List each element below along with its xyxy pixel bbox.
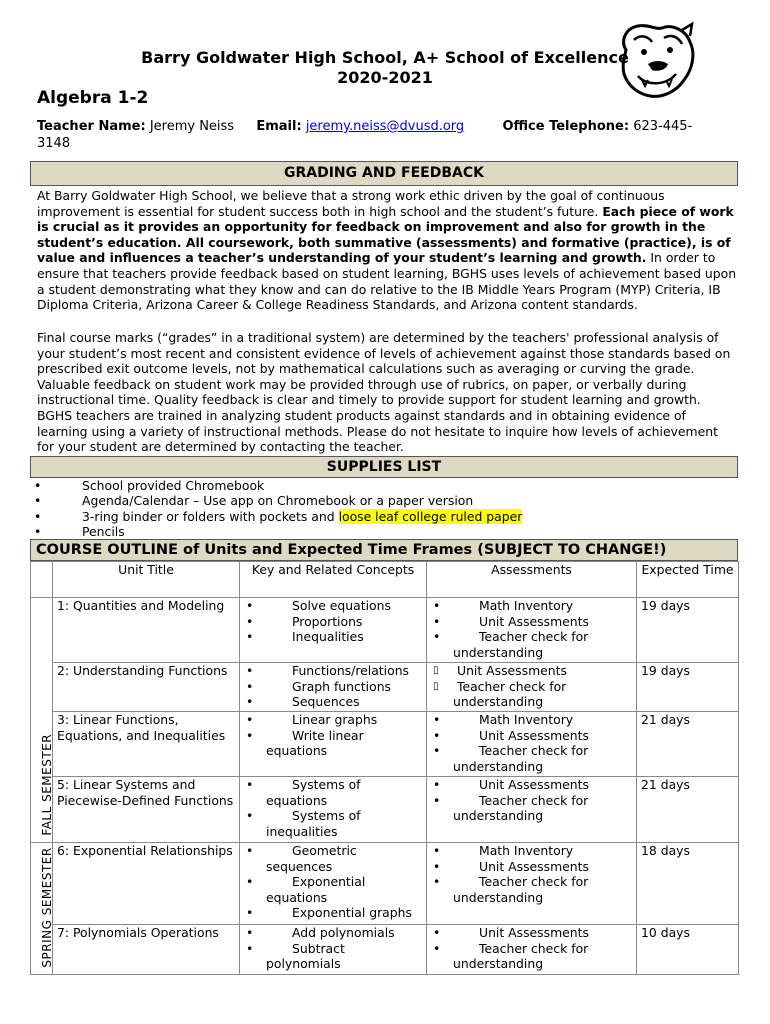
assessment-item xyxy=(431,925,632,941)
expected-time: 19 days xyxy=(637,598,739,663)
assessments-cell xyxy=(427,598,637,663)
grading-p1-intro: At Barry Goldwater High School, we believe that a strong work ethic driven by the goal of continuous improvement is essential for student success both in high school and the student’s future. xyxy=(37,188,665,219)
assessments-list xyxy=(431,925,632,972)
assessment-text: Unit Assessments xyxy=(479,925,589,940)
assessments-list xyxy=(431,843,632,905)
table-row xyxy=(31,843,739,925)
assessment-item xyxy=(431,728,632,744)
table-row xyxy=(31,712,739,777)
supply-item-text: 3-ring binder or folders with pockets and xyxy=(82,508,339,524)
table-header-row xyxy=(31,562,739,598)
concepts-list xyxy=(244,925,422,972)
unit-title: 5: Linear Systems and Piecewise-Defined Functions xyxy=(53,777,240,843)
unit-title: 2: Understanding Functions xyxy=(53,663,240,712)
concept-item xyxy=(244,941,422,972)
assessments-list xyxy=(431,777,632,824)
table-row xyxy=(31,925,739,975)
assessment-text: Unit Assessments xyxy=(457,663,567,678)
assessment-item xyxy=(431,777,632,793)
concept-text: Functions/relations xyxy=(292,663,410,678)
supply-highlight: loose leaf college ruled paper xyxy=(338,508,523,524)
assessment-text: Unit Assessments xyxy=(479,858,589,874)
concept-item xyxy=(244,843,422,874)
fall-semester-label: FALL SEMESTER xyxy=(40,734,55,836)
assessments-cell xyxy=(427,663,637,712)
supply-item xyxy=(32,509,522,524)
column-header: Unit Title xyxy=(53,562,240,598)
expected-time: 18 days xyxy=(637,843,739,925)
concepts-cell xyxy=(240,777,427,843)
semester-header xyxy=(31,562,53,598)
assessment-text: Math Inventory xyxy=(479,712,574,727)
expected-time: 21 days xyxy=(637,712,739,777)
concept-item xyxy=(244,712,422,728)
concepts-cell xyxy=(240,712,427,777)
column-header: Expected Time xyxy=(637,562,739,598)
concepts-cell xyxy=(240,663,427,712)
concept-item xyxy=(244,728,422,759)
assessment-item xyxy=(431,679,632,710)
concept-item xyxy=(244,598,422,614)
supply-item: • Agenda/Calendar – Use app on Chromebook or a paper version xyxy=(32,493,522,508)
assessment-item xyxy=(431,859,632,875)
grading-paragraph-2: Final course marks (“grades” in a traditional system) are determined by the teachers' professional analysis of your student’s most recent and consistent evidence of levels of achievement against those standards based on prescribed exit outcome levels, not by mathematical calculations such as averaging or curving the grade. Valuable feedback on student work may be provided through use of rubrics, on paper, or verbally during instructional time. Quality feedback is clear and timely to provide support for student learning and growth. BGHS teachers are trained in analyzing student products against standards and in obtaining evidence of learning using a variety of instructional methods. Please do not hesitate to inquire how levels of achievement for your student are determined by contacting the teacher. xyxy=(37,330,731,455)
supply-item: • School provided Chromebook xyxy=(32,478,522,493)
teacher-label: Teacher Name: xyxy=(37,119,146,134)
concept-text: Systems of equations xyxy=(266,777,361,808)
phone-number-cont: 3148 xyxy=(37,136,71,151)
assessment-item xyxy=(431,629,632,660)
email-link[interactable]: jeremy.neiss@dvusd.org xyxy=(305,119,465,134)
assessment-item xyxy=(431,941,632,972)
assessment-text: Teacher check for understanding xyxy=(453,629,589,660)
concepts-list xyxy=(244,843,422,921)
expected-time: 10 days xyxy=(637,925,739,975)
unit-title: 7: Polynomials Operations xyxy=(53,925,240,975)
unit-title: 6: Exponential Relationships xyxy=(53,843,240,925)
grading-p1-bold: Each piece of work is crucial as it provides an opportunity for feedback on improvement and also for growth in the student’s education. All coursework, both summative (assessments) and formative (practice), is of value and influences a teacher’s understanding of your student’s learning and growth. xyxy=(37,203,734,266)
concept-text: Add polynomials xyxy=(292,925,395,940)
concept-text: Geometric sequences xyxy=(266,843,357,874)
concept-item xyxy=(244,925,422,941)
concept-text: Systems of inequalities xyxy=(266,808,361,839)
assessment-item xyxy=(431,874,632,905)
concepts-cell xyxy=(240,598,427,663)
phone-number: 623-445- xyxy=(633,119,693,134)
column-header: Key and Related Concepts xyxy=(240,562,427,598)
concept-item xyxy=(244,874,422,905)
assessments-list xyxy=(431,598,632,660)
assessment-text: Teacher check for understanding xyxy=(453,874,589,905)
grading-paragraph-1 xyxy=(37,188,737,313)
concept-item xyxy=(244,663,422,679)
assessment-text: Unit Assessments xyxy=(479,727,589,743)
assessment-item xyxy=(431,712,632,728)
assessment-text: Teacher check for understanding xyxy=(453,678,567,710)
unit-title: 3: Linear Functions, Equations, and Inequalities xyxy=(53,712,240,777)
assessment-item xyxy=(431,743,632,774)
assessments-cell xyxy=(427,712,637,777)
school-year: 2020-2021 xyxy=(337,68,433,87)
assessments-cell xyxy=(427,925,637,975)
assessment-text: Teacher check for understanding xyxy=(453,743,589,774)
concept-item xyxy=(244,808,422,839)
course-title: Algebra 1-2 xyxy=(37,88,149,108)
concepts-cell xyxy=(240,925,427,975)
email-label: Email: xyxy=(256,119,302,134)
grading-heading: GRADING AND FEEDBACK xyxy=(30,161,738,186)
concept-text: Exponential graphs xyxy=(292,905,412,921)
concept-text: Solve equations xyxy=(292,598,391,613)
assessment-text: Unit Assessments xyxy=(479,777,589,792)
supplies-list xyxy=(32,478,522,539)
concepts-list xyxy=(244,598,422,645)
supply-item: • Pencils xyxy=(32,524,522,539)
assessment-text: Teacher check for understanding xyxy=(453,940,589,972)
table-row xyxy=(31,663,739,712)
expected-time: 19 days xyxy=(637,663,739,712)
assessment-text: Math Inventory xyxy=(479,598,574,613)
assessments-list xyxy=(431,663,632,710)
concept-text: Graph functions xyxy=(292,678,392,694)
concept-item xyxy=(244,679,422,695)
spring-semester-cell xyxy=(31,843,53,975)
concept-text: Exponential equations xyxy=(266,874,366,905)
assessments-cell xyxy=(427,777,637,843)
concept-item xyxy=(244,614,422,630)
concept-item xyxy=(244,629,422,645)
concept-text: Proportions xyxy=(292,613,363,629)
assessments-list xyxy=(431,712,632,774)
concept-text: Write linear equations xyxy=(266,727,364,759)
assessment-text: Math Inventory xyxy=(479,843,574,858)
table-row xyxy=(31,598,739,663)
grading-p1-rest: In order to ensure that teachers provide feedback based on student learning, BGHS uses levels of achievement based upon a student demonstrating what they know and can do relative to the IB Middle Years Program (MYP) Criteria, IB Diploma Criteria, Arizona Career & College Readiness Standards, and Arizona content standards. xyxy=(37,250,737,313)
spring-semester-label: SPRING SEMESTER xyxy=(40,847,55,968)
concepts-list xyxy=(244,663,422,710)
course-outline-table xyxy=(30,561,739,975)
assessment-item xyxy=(431,843,632,859)
concept-item xyxy=(244,777,422,808)
concepts-list xyxy=(244,777,422,839)
concept-text: Sequences xyxy=(292,694,360,710)
unit-title: 1: Quantities and Modeling xyxy=(53,598,240,663)
school-title: Barry Goldwater High School, A+ School of Excellence xyxy=(141,48,629,67)
column-header: Assessments xyxy=(427,562,637,598)
teacher-name: Jeremy Neiss xyxy=(149,119,235,134)
concept-text: Linear graphs xyxy=(292,712,378,727)
concept-item xyxy=(244,694,422,710)
expected-time: 21 days xyxy=(637,777,739,843)
outline-heading: COURSE OUTLINE of Units and Expected Time Frames (SUBJECT TO CHANGE!) xyxy=(30,539,738,561)
assessment-item xyxy=(431,598,632,614)
assessment-text: Unit Assessments xyxy=(479,613,589,629)
concepts-cell xyxy=(240,843,427,925)
concepts-list xyxy=(244,712,422,759)
table-row xyxy=(31,777,739,843)
assessment-item xyxy=(431,793,632,824)
assessment-item xyxy=(431,663,632,679)
concept-item xyxy=(244,905,422,921)
supplies-heading: SUPPLIES LIST xyxy=(30,456,738,478)
concept-text: Subtract polynomials xyxy=(266,940,345,972)
assessment-item xyxy=(431,614,632,630)
assessment-text: Teacher check for understanding xyxy=(453,792,589,824)
concept-text: Inequalities xyxy=(292,629,364,645)
assessments-cell xyxy=(427,843,637,925)
teacher-info xyxy=(37,118,692,152)
phone-label: Office Telephone: xyxy=(502,119,630,134)
fall-semester-cell xyxy=(31,598,53,843)
